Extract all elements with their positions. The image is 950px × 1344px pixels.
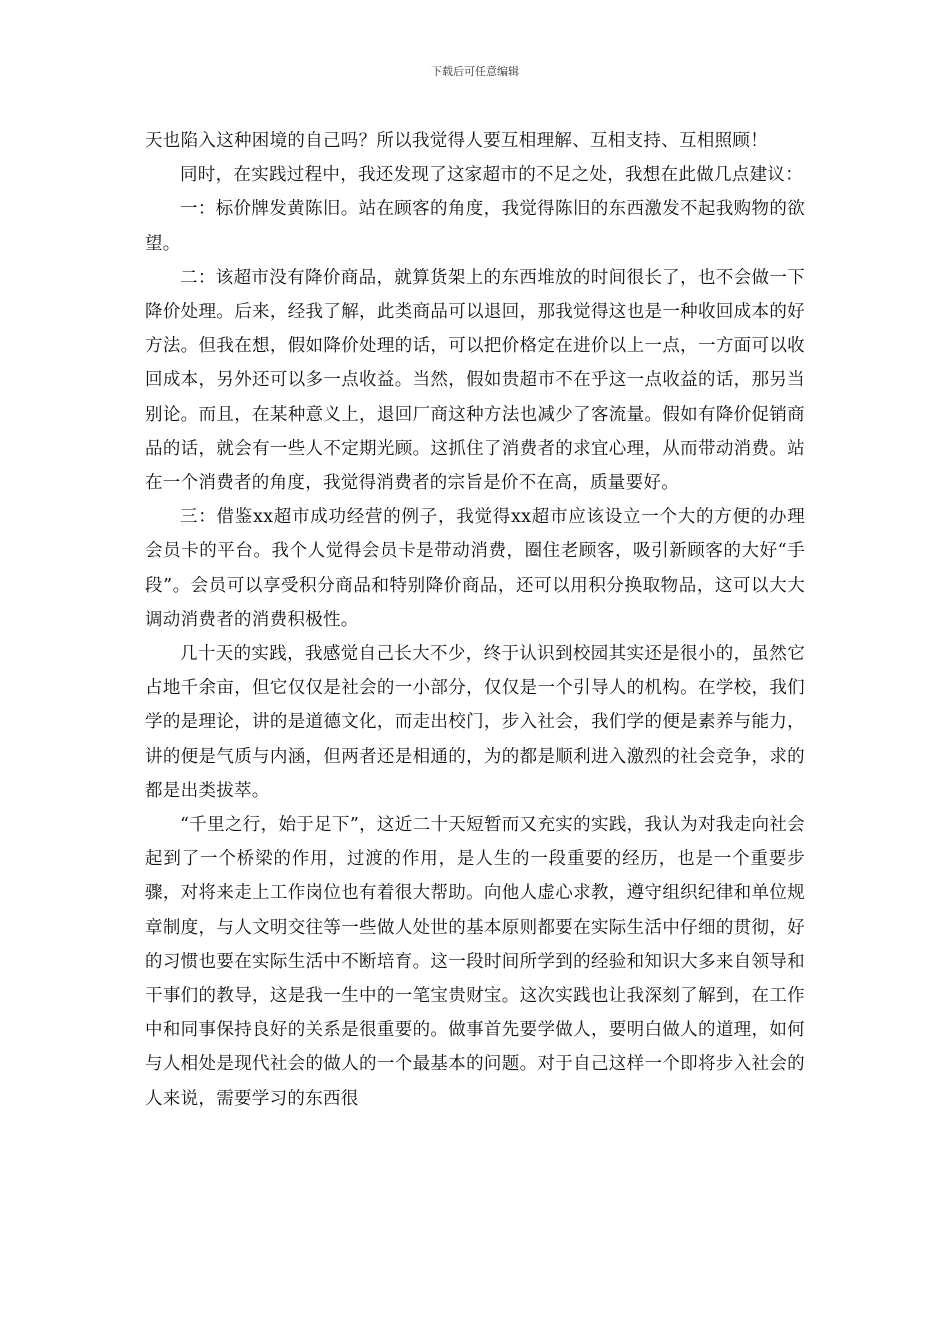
paragraph-reflection: 几十天的实践，我感觉自己长大不少，终于认识到校园其实还是很小的，虽然它占地千余亩，但它仅仅是社会的一小部分，仅仅是一个引导人的机构。在学校，我们学的是理论，讲的是道德文化，而走出校门，步入社会，我们学的便是素养与能力，讲的便是气质与内涵，但两者还是相通的，为的都是顺利进入激烈的社会竞争，求的都是出类拔萃。 xyxy=(145,644,805,801)
paragraph-conclusion: “千里之行，始于足下”，这近二十天短暂而又充实的实践，我认为对我走向社会起到了一个桥梁的作用，过渡的作用，是人生的一段重要的经历，也是一个重要步骤，对将来走上工作岗位也有着很大帮助。向他人虚心求教，遵守组织纪律和单位规章制度，与人文明交往等一些做人处世的基本原则都要在实际生活中仔细的贯彻，好的习惯也要在实际生活中不断培育。这一段时间所学到的经验和知识大多来自领导和干事们的教导，这是我一生中的一笔宝贵财宝。这次实践也让我深刻了解到，在工作中和同事保持良好的关系是很重要的。做事首先要学做人，要明白做人的道理，如何与人相处是现代社会的做人的一个最基本的问题。对于自己这样一个即将步入社会的人来说，需要学习的东西很 xyxy=(145,815,805,1109)
paragraph-suggestions-intro: 同时，在实践过程中，我还发现了这家超市的不足之处，我想在此做几点建议： xyxy=(180,165,803,186)
page-header-note: 下载后可任意编辑 xyxy=(431,65,519,78)
paragraph-suggestion-two: 二：该超市没有降价商品，就算货架上的东西堆放的时间很长了，也不会做一下降价处理。后来，经我了解，此类商品可以退回，那我觉得这也是一种收回成本的好方法。但我在想，假如降价处理的话，可以把价格定在进价以上一点，一方面可以收回成本，另外还可以多一点收益。当然，假如贵超市不在乎这一点收益的话，那另当别论。而且，在某种意义上，退回厂商这种方法也减少了客流量。假如有降价促销商品的话，就会有一些人不定期光顾。这抓住了消费者的求宜心理，从而带动消费。站在一个消费者的角度，我觉得消费者的宗旨是价不在高，质量要好。 xyxy=(145,267,805,494)
paragraph-continued: 天也陷入这种困境的自己吗？所以我觉得人要互相理解、互相支持、互相照顾！ xyxy=(145,131,768,151)
document-body xyxy=(145,124,805,1116)
paragraph-suggestion-three: 三：借鉴xx超市成功经营的例子，我觉得xx超市应该设立一个大的方便的办理会员卡的平台。我个人觉得会员卡是带动消费，圈住老顾客，吸引新顾客的大好“手段”。会员可以享受积分商品和特别降价商品，还可以用积分换取物品，这可以大大调动消费者的消费积极性。 xyxy=(145,507,805,630)
paragraph-suggestion-one: 一：标价牌发黄陈旧。站在顾客的角度，我觉得陈旧的东西激发不起我购物的欲望。 xyxy=(145,199,805,254)
